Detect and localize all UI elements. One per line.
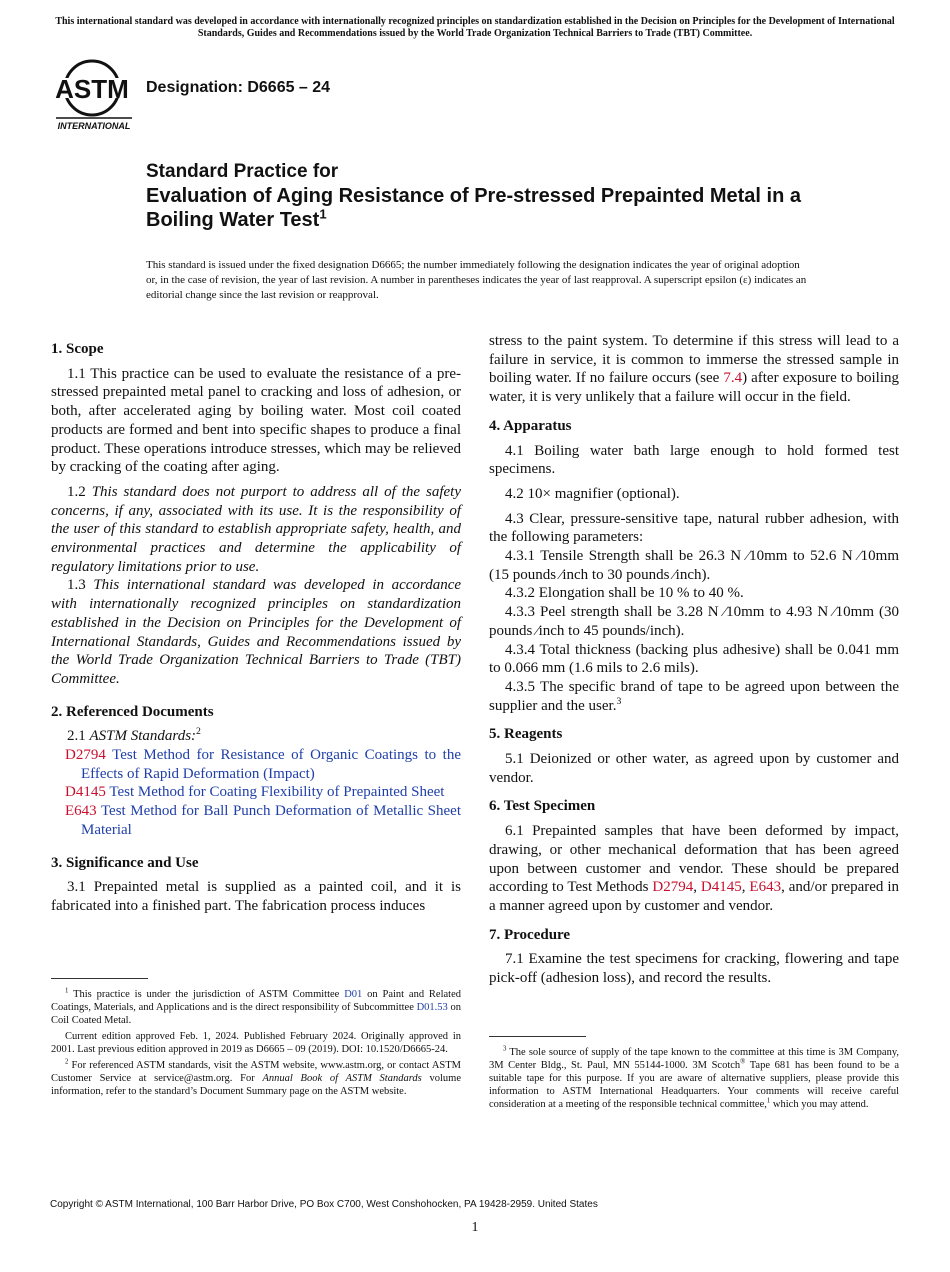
- para-4-3-5-text: 4.3.5 The specific brand of tape to be agreed upon between the supplier and the user.: [489, 678, 899, 714]
- para-1-2: [51, 483, 461, 577]
- para-4-3-5-sup: 3: [616, 695, 622, 707]
- para-1-1: 1.1 This practice can be used to evaluate the resistance of a pre-stressed prepainted metal panel to cracking and loss of adhesion, or both, after accelerated aging by boiling water. Most coil coated products are formed and bent into specific shapes to produce a final product. These operations introduce stresses, which may be relieved by cracking of the coating after aging.: [51, 365, 461, 476]
- section-heading-scope: 1. Scope: [51, 341, 104, 357]
- para-6-1-b: , and/or prepared in a manner agreed upon by customer and vendor.: [489, 879, 900, 914]
- para-1-2-num: 1.2: [67, 483, 86, 500]
- para-3-1: 3.1 Prepainted metal is supplied as a painted coil, and it is fabricated into a finished part. The fabrication process induces: [51, 879, 461, 914]
- para-6-1: [489, 822, 899, 916]
- para-7-1: 7.1 Examine the test specimens for cracking, flowering and tape pick-off (adhesion loss), and record the results.: [489, 951, 899, 987]
- para-2-1-sup: 2: [196, 726, 201, 738]
- ref-code[interactable]: D2794: [65, 747, 106, 764]
- designation: Designation: D6665 – 24: [146, 79, 331, 96]
- right-column: [489, 332, 899, 988]
- footnotes-right: [489, 1046, 899, 1114]
- committee-link[interactable]: D01: [344, 989, 363, 1000]
- para-4-3: 4.3 Clear, pressure-sensitive tape, natural rubber adhesion, with the following parameters:: [489, 510, 899, 546]
- ref-item[interactable]: [51, 746, 461, 783]
- section-heading-referenced-documents: 2. Referenced Documents: [51, 703, 214, 720]
- ref-title[interactable]: Test Method for Coating Flexibility of Prepainted Sheet: [109, 784, 445, 801]
- issuance-note: This standard is issued under the fixed designation D6665; the number immediately following the designation indicates the year of original adoption or, in the case of revision, the year of last revision. A number in parentheses indicates the year of last reapproval. A superscript epsilon (ε) indicates an editorial change since the last revision or reapproval.: [146, 259, 807, 301]
- footnote-2-italic: Annual Book of ASTM Standards: [262, 1073, 422, 1084]
- title-footnote-mark: 1: [319, 206, 327, 222]
- para-1-3-num: 1.3: [67, 577, 86, 594]
- footnote-2-text-b: volume information, refer to the standard’s Document Summary page on the ASTM website.: [51, 1073, 461, 1097]
- para-5-1: 5.1 Deionized or other water, as agreed upon by customer and vendor.: [489, 751, 899, 786]
- footnotes-left: [51, 988, 461, 1101]
- para-4-1: 4.1 Boiling water bath large enough to hold formed test specimens.: [489, 442, 899, 478]
- para-6-1-sep: ,: [693, 879, 701, 896]
- logo-subtext: INTERNATIONAL: [57, 121, 131, 131]
- footnote-3: [489, 1046, 899, 1111]
- section-heading-significance: 3. Significance and Use: [51, 854, 199, 871]
- astm-logo: [54, 58, 134, 132]
- para-4-3-5: [489, 678, 899, 715]
- section-heading-apparatus: 4. Apparatus: [489, 417, 572, 434]
- ref-code[interactable]: E643: [65, 803, 97, 820]
- footnote-edition: Current edition approved Feb. 1, 2024. Published February 2024. Originally approved in 2001. Last previous edition approved in 2019 as D6665 – 09 (2019). DOI: 10.1520/D6665-24.: [51, 1031, 461, 1055]
- footnote-1-text-b: on Paint and Related Coatings, Materials, and Applications and is the direct responsibility of Subcommittee: [51, 989, 461, 1013]
- para-1-3-text: This international standard was developed in accordance with internationally recognized principles on standardization established in the Decision on Principles for the Development of International Standards, Guides and Recommendations issued by the World Trade Organization Technical Barriers to Trade (TBT) Committee.: [51, 577, 462, 687]
- para-4-3-1: 4.3.1 Tensile Strength shall be 26.3 N ⁄10mm to 52.6 N ⁄10mm (15 pounds ⁄inch to 30 pounds ⁄inch).: [489, 548, 899, 583]
- section-heading-procedure: 7. Procedure: [489, 926, 571, 943]
- footnote-1: [51, 988, 461, 1027]
- para-2-1-num: 2.1: [67, 728, 86, 745]
- footnote-divider-right: [489, 1036, 586, 1037]
- para-6-1-sep: ,: [741, 879, 750, 896]
- section-heading-test-specimen: 6. Test Specimen: [489, 798, 596, 815]
- para-4-3-3: 4.3.3 Peel strength shall be 3.28 N ⁄10mm to 4.93 N ⁄10mm (30 pounds ⁄inch to 45 pounds/inch).: [489, 604, 899, 639]
- ref-code[interactable]: D4145: [65, 784, 106, 801]
- logo-text: ASTM: [55, 74, 129, 104]
- registered-mark: ®: [740, 1058, 746, 1066]
- footnote-divider-left: [51, 978, 148, 979]
- left-column: [51, 332, 461, 916]
- astm-logo-icon: [54, 58, 134, 132]
- footnote-3-sup: 1: [766, 1097, 771, 1105]
- section-heading-reagents: 5. Reagents: [489, 726, 563, 743]
- para-4-3-2: 4.3.2 Elongation shall be 10 % to 40 %.: [505, 585, 744, 602]
- title-line-2: Evaluation of Aging Resistance of Pre-stressed Prepainted Metal in a Boiling Water Test: [146, 185, 801, 231]
- footnote-1-text-c: on Coil Coated Metal.: [51, 1002, 461, 1026]
- ref-link-d4145[interactable]: D4145: [700, 879, 742, 896]
- page-number: 1: [471, 1220, 479, 1235]
- footnote-1-text-a: This practice is under the jurisdiction of ASTM Committee: [73, 989, 345, 1000]
- copyright-line: Copyright © ASTM International, 100 Barr Harbor Drive, PO Box C700, West Conshohocken, PA 19428-2959. United States: [50, 1199, 598, 1210]
- para-1-2-text: This standard does not purport to address all of the safety concerns, if any, associated with its use. It is the responsibility of the user of this standard to establish appropriate safety, health, and environmental practices and determine the applicability of regulatory limitations prior to use.: [51, 483, 462, 575]
- para-4-3-4: 4.3.4 Total thickness (backing plus adhesive) shall be 0.041 mm to 0.066 mm (1.6 mils to 2.6 mils).: [489, 641, 899, 677]
- footnote-1-mark: 1: [65, 987, 69, 995]
- footnote-2: [51, 1059, 461, 1098]
- ref-item[interactable]: [51, 783, 461, 802]
- footnote-3-text-b: Tape 681 has been found to be a suitable tape for this purpose. If you are aware of alternative suppliers, please provide this information to ASTM International Headquarters. Your comments will receive careful consideration at a meeting of the responsible technical committee,: [489, 1060, 899, 1110]
- footnote-3-mark: 3: [503, 1045, 507, 1053]
- subcommittee-link[interactable]: D01.53: [416, 1002, 448, 1013]
- ref-item[interactable]: [51, 802, 461, 839]
- document-title: [146, 160, 846, 232]
- ref-link-d2794[interactable]: D2794: [652, 879, 694, 896]
- ref-title[interactable]: Test Method for Resistance of Organic Coatings to the Effects of Rapid Deformation (Impact): [81, 747, 461, 782]
- footnote-2-text-a: For referenced ASTM standards, visit the ASTM website, www.astm.org, or contact ASTM Customer Service at service@astm.org. For: [51, 1060, 462, 1084]
- ref-title[interactable]: Test Method for Ball Punch Deformation of Metallic Sheet Material: [81, 803, 462, 838]
- para-2-1: [51, 727, 461, 746]
- para-2-1-text: ASTM Standards:: [89, 728, 197, 745]
- para-3-1-cont-a: stress to the paint system. To determine if this stress will lead to a failure in service, it is common to immerse the stressed sample in boiling water. If no failure occurs (see: [489, 333, 899, 387]
- footnote-3-text-a: The sole source of supply of the tape known to the committee at this time is 3M Company, 3M Center Bldg., St. Paul, MN 55144-1000. 3M Scotch: [489, 1047, 900, 1071]
- para-3-1-cont-b: ) after exposure to boiling water, it is very unlikely that a failure will occur in the field.: [489, 370, 899, 406]
- footnote-3-text-c: which you may attend.: [770, 1099, 869, 1110]
- footnote-2-mark: 2: [65, 1058, 69, 1066]
- title-line-1: Standard Practice for: [146, 161, 339, 182]
- ref-link-e643[interactable]: E643: [749, 879, 782, 896]
- para-3-1-continued: [489, 332, 899, 407]
- para-1-3: [51, 576, 461, 688]
- tbt-notice: This international standard was developed in accordance with internationally recognized principles on standardization established in the Decision on Principles for the Development of International Standards, Guides and Recommendations issued by the World Trade Organization Technical Barriers to Trade (TBT) Committee.: [55, 16, 895, 39]
- section-link-7-4[interactable]: 7.4: [723, 370, 743, 387]
- para-6-1-a: 6.1 Prepainted samples that have been deformed by impact, drawing, or other mechanical deformation that has been agreed upon between customer and vendor. These should be prepared according to Test Methods: [489, 823, 899, 896]
- para-4-2: 4.2 10× magnifier (optional).: [505, 485, 680, 502]
